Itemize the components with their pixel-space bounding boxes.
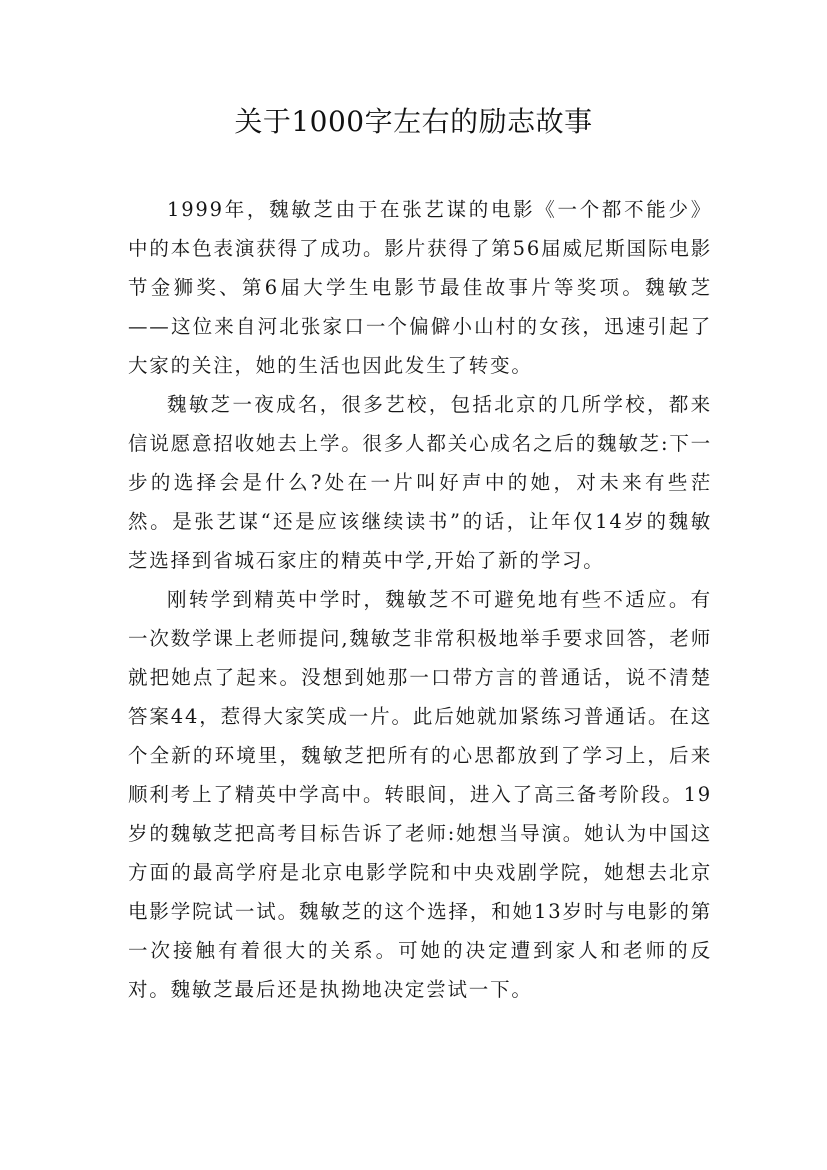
document-body <box>128 190 712 1009</box>
document-title: 关于1000字左右的励志故事 <box>234 105 593 138</box>
paragraph-2: 魏敏芝一夜成名，很多艺校，包括北京的几所学校，都来信说愿意招收她去上学。很多人都关心成名之后的魏敏芝:下一步的选择会是什么?处在一片叫好声中的她，对未来有些茫然。是张艺谋“还是应该继续读书”的话，让年仅14岁的魏敏芝选择到省城石家庄的精英中学,开始了新的学习。 <box>128 393 712 572</box>
paragraph-1: 1999年，魏敏芝由于在张艺谋的电影《一个都不能少》中的本色表演获得了成功。影片获得了第56届威尼斯国际电影节金狮奖、第6届大学生电影节最佳故事片等奖项。魏敏芝——这位来自河北张家口一个偏僻小山村的女孩，迅速引起了大家的关注，她的生活也因此发生了转变。 <box>128 198 712 377</box>
paragraph-3: 刚转学到精英中学时，魏敏芝不可避免地有些不适应。有一次数学课上老师提问,魏敏芝非常积极地举手要求回答，老师就把她点了起来。没想到她那一口带方言的普通话，说不清楚答案44，惹得大家笑成一片。此后她就加紧练习普通话。在这个全新的环境里，魏敏芝把所有的心思都放到了学习上，后来顺利考上了精英中学高中。转眼间，进入了高三备考阶段。19岁的魏敏芝把高考目标告诉了老师:她想当导演。她认为中国这方面的最高学府是北京电影学院和中央戏剧学院，她想去北京电影学院试一试。魏敏芝的这个选择，和她13岁时与电影的第一次接触有着很大的关系。可她的决定遭到家人和老师的反对。魏敏芝最后还是执拗地决定尝试一下。 <box>128 588 712 1001</box>
